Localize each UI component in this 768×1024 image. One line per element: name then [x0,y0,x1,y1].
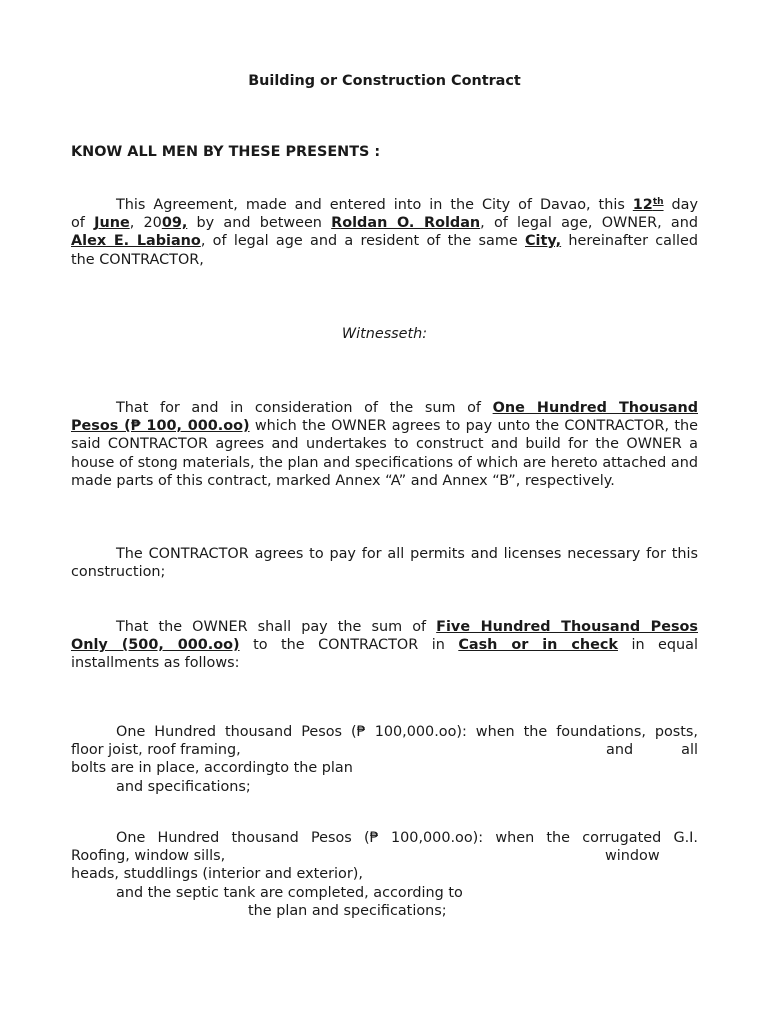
agreement-line-4: the CONTRACTOR, [71,251,204,268]
installment-2: One Hundred thousand Pesos (₱ 100,000.oo): when the corrugated G.I. Roofing, window sills, window heads, studdlings (interior and exterior), and the septic tank are completed, according to the plan and specifications; [71,830,698,919]
payment-paragraph: That the OWNER shall pay the sum of Five Hundred Thousand Pesos Only (500, 000.oo) to the CONTRACTOR in Cash or in check in equal installments as follows: [71,619,698,672]
installment-1: One Hundred thousand Pesos (₱ 100,000.oo): when the foundations, posts, floor joist, roof framing, and all bolts are in place, accordingto the plan and specifications; [71,724,698,795]
witnesseth-heading: Witnesseth: [341,326,428,342]
consideration-amount-words: One Hundred Thousand [492,400,698,416]
payment-method: Cash or in check [458,637,618,654]
month-value: June [94,215,130,232]
consideration-paragraph: That for and in consideration of the sum of One Hundred Thousand Pesos (₱ 100, 000.oo) which the OWNER agrees to pay unto the CONTRACTOR, the said CONTRACTOR agrees and undertakes to construct and build for the OWNER a house of stong materials, the plan and specifications of which are hereto attached and made parts of this contract, marked Annex “A” and Annex “B”, respectively. [71,400,699,489]
city-value: City, [525,233,562,250]
payment-amount-words: Five Hundred Thousand Pesos [436,619,698,635]
day-value: 12th [632,197,664,213]
opening-heading: KNOW ALL MEN BY THESE PRESENTS : [71,144,381,160]
payment-amount-figures: Only (500, 000.oo) [71,637,240,654]
agreement-line-3: Alex E. Labiano, of legal age and a resident of the same City, hereinafter called [71,233,698,250]
agreement-paragraph [71,196,698,269]
permits-paragraph: The CONTRACTOR agrees to pay for all permits and licenses necessary for this construction; [71,546,698,581]
document-page [71,0,698,1024]
agreement-line-2: of June, 2009, by and between Roldan O. Roldan, of legal age, OWNER, and [71,215,698,232]
agreement-line-1: This Agreement, made and entered into in the City of Davao, this 12th day [116,197,698,213]
contractor-name: Alex E. Labiano [71,233,201,250]
year-value: 09, [161,215,188,232]
owner-name: Roldan O. Roldan [331,215,481,232]
document-title: Building or Construction Contract [248,73,521,89]
consideration-amount-figures: Pesos (₱ 100, 000.oo) [71,418,250,435]
